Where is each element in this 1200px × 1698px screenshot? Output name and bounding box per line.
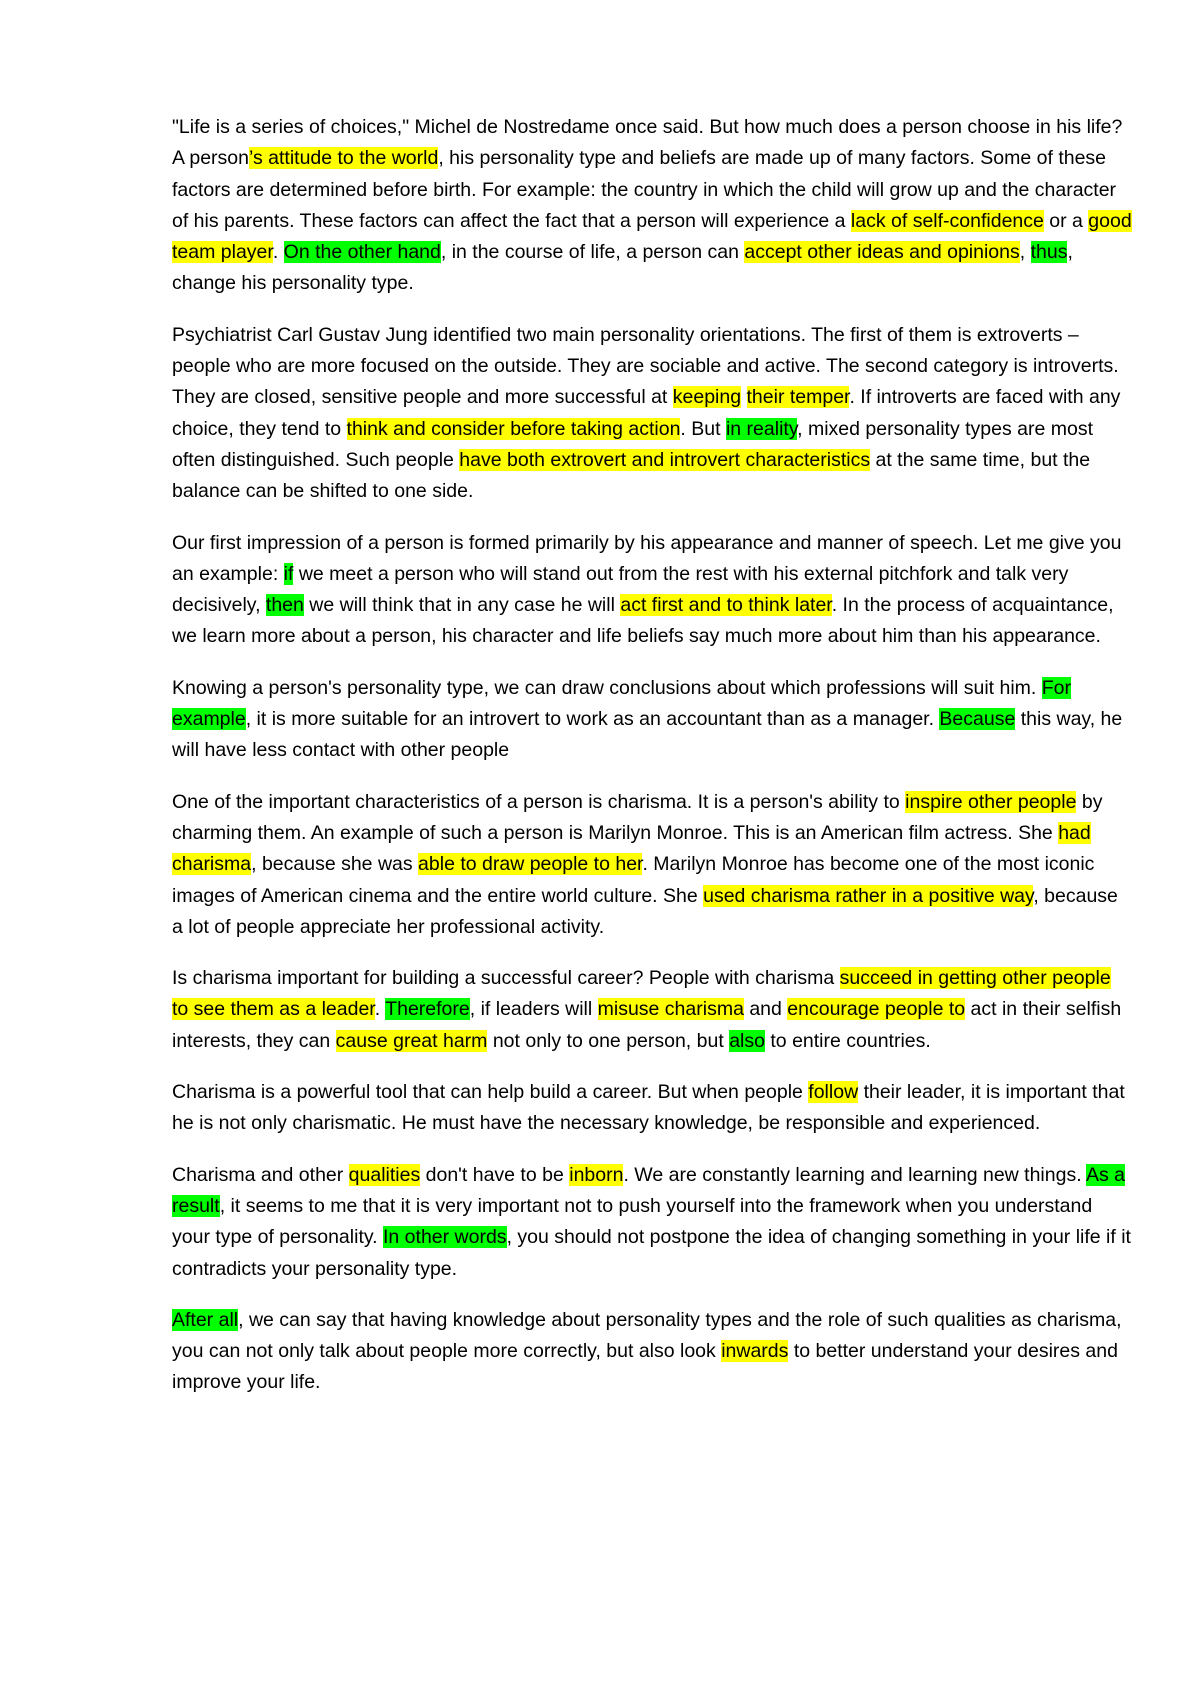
highlight-green: Therefore: [385, 998, 470, 1021]
highlight-yellow: keeping: [672, 386, 742, 409]
text-run: . But: [680, 417, 726, 440]
text-run: or a: [1043, 209, 1089, 232]
highlight-yellow: act first and to think later: [620, 594, 832, 617]
paragraph: [172, 673, 1132, 767]
text-run: and: [743, 998, 788, 1021]
text-run: to entire countries.: [764, 1029, 931, 1052]
highlight-yellow: lack of self-confidence: [850, 209, 1044, 232]
text-run: Is charisma important for building a successful career? People with charisma: [172, 967, 840, 990]
text-run: [741, 386, 746, 408]
highlight-yellow: ’s attitude to the world: [248, 147, 439, 170]
text-run: , because she was: [251, 853, 419, 876]
text-run: we will think that in any case he will: [303, 594, 621, 617]
text-run: ,: [1019, 241, 1031, 264]
paragraph: [172, 1305, 1132, 1399]
text-run: Charisma and other: [172, 1163, 349, 1186]
highlight-yellow: qualities: [348, 1163, 421, 1186]
highlight-yellow: cause great harm: [335, 1029, 488, 1052]
highlight-yellow: inwards: [721, 1340, 789, 1363]
paragraph: [172, 1160, 1132, 1285]
text-run: , in the course of life, a person can: [440, 241, 745, 264]
paragraph: [172, 320, 1132, 508]
highlight-green: In other words: [383, 1226, 507, 1249]
highlight-yellow: used charisma rather in a positive way: [703, 884, 1034, 907]
paragraph: [172, 963, 1132, 1057]
text-run: Our first impression of a person is formed primarily by his appearance and manner of speech. Let me give you an example:: [172, 531, 1122, 585]
highlight-yellow: think and consider before taking action: [346, 417, 681, 440]
highlight-yellow: good team player: [172, 209, 1132, 264]
text-run: .: [374, 998, 386, 1021]
paragraph: [172, 1077, 1132, 1140]
highlight-yellow: accept other ideas and opinions: [744, 241, 1020, 264]
paragraph: [172, 787, 1132, 943]
highlight-yellow: had charisma: [172, 821, 1091, 876]
highlight-green: if: [283, 562, 294, 585]
text-run: act in their selfish interests, they can: [172, 998, 1122, 1052]
text-run: Knowing a person's personality type, we can draw conclusions about which professions will suit him.: [172, 676, 1042, 699]
text-run: . In the process of acquaintance, we learn more about a person, his character and life beliefs say much more about him than his appearance.: [172, 594, 1114, 648]
text-run: don't have to be: [420, 1163, 570, 1186]
highlight-green: then: [265, 594, 304, 617]
text-run: , we can say that having knowledge about personality types and the role of such qualities as charisma, you can not only talk about people more correctly, but also look: [172, 1308, 1122, 1363]
paragraph: [172, 112, 1132, 300]
highlight-yellow: able to draw people to her: [418, 853, 643, 876]
text-run: we meet a person who will stand out from the rest with his external pitchfork and talk very decisively,: [172, 562, 1069, 617]
text-run: "Life is a series of choices," Michel de Nostredame once said. But how much does a person choose in his life? A person: [172, 116, 1123, 170]
text-run: , it is more suitable for an introvert to work as an accountant than as a manager.: [245, 708, 940, 731]
paragraph: [172, 528, 1132, 653]
text-run: One of the important characteristics of a person is charisma. It is a person's ability to: [172, 790, 906, 813]
highlight-yellow: their temper: [746, 386, 850, 409]
text-run: , change his personality type.: [172, 241, 1073, 295]
highlight-green: in reality: [725, 417, 798, 440]
highlight-green: also: [729, 1029, 765, 1052]
highlight-yellow: inborn: [569, 1163, 624, 1186]
text-run: to better understand your desires and improve your life.: [172, 1340, 1118, 1394]
text-run: . If introverts are faced with any choice, they tend to: [172, 386, 1121, 440]
text-run: . Marilyn Monroe has become one of the most iconic images of American cinema and the entire world culture. She: [172, 853, 1095, 907]
text-run: Psychiatrist Carl Gustav Jung identified two main personality orientations. The first of them is extroverts – people who are more focused on the outside. They are sociable and active. The second category is introverts. They are closed, sensitive people and more successful at: [172, 323, 1119, 409]
highlight-green: On the other hand: [283, 241, 441, 264]
text-run: , because a lot of people appreciate her professional activity.: [172, 884, 1118, 938]
document-page: [172, 112, 1132, 1419]
text-run: this way, he will have less contact with other people: [172, 708, 1123, 762]
text-run: not only to one person, but: [487, 1029, 730, 1052]
text-run: at the same time, but the balance can be shifted to one side.: [172, 448, 1091, 503]
text-run: , if leaders will: [469, 998, 598, 1021]
text-run: , mixed personality types are most often distinguished. Such people: [172, 417, 1093, 471]
highlight-yellow: misuse charisma: [597, 998, 744, 1021]
text-run: Charisma is a powerful tool that can help build a career. But when people: [172, 1081, 809, 1104]
highlight-green: As a result: [172, 1163, 1125, 1217]
highlight-green: After all: [172, 1308, 239, 1331]
highlight-yellow: succeed in getting other people to see them as a leader: [172, 967, 1111, 1021]
highlight-green: For example: [172, 676, 1071, 731]
text-run: , you should not postpone the idea of changing something in your life if it contradicts your personality type.: [172, 1226, 1131, 1280]
text-run: their leader, it is important that he is not only charismatic. He must have the necessary knowledge, be responsible and experienced.: [172, 1081, 1125, 1135]
highlight-yellow: follow: [808, 1081, 859, 1104]
highlight-green: Because: [939, 708, 1016, 731]
highlight-yellow: inspire other people: [905, 790, 1077, 813]
text-run: . We are constantly learning and learning new things.: [623, 1163, 1086, 1186]
text-run: , it seems to me that it is very important not to push yourself into the framework when you understand your type of personality.: [172, 1194, 1093, 1249]
highlight-green: thus: [1030, 241, 1068, 264]
text-run: , his personality type and beliefs are made up of many factors. Some of these factors are determined before birth. For example: the country in which the child will grow up and the character of his parents. These factors can affect the fact that a person will experience a: [172, 147, 1117, 232]
text-run: by charming them. An example of such a person is Marilyn Monroe. This is an American film actress. She: [172, 790, 1103, 844]
highlight-yellow: have both extrovert and introvert characteristics: [459, 448, 871, 471]
highlight-yellow: encourage people to: [787, 998, 966, 1021]
text-run: .: [272, 241, 284, 264]
